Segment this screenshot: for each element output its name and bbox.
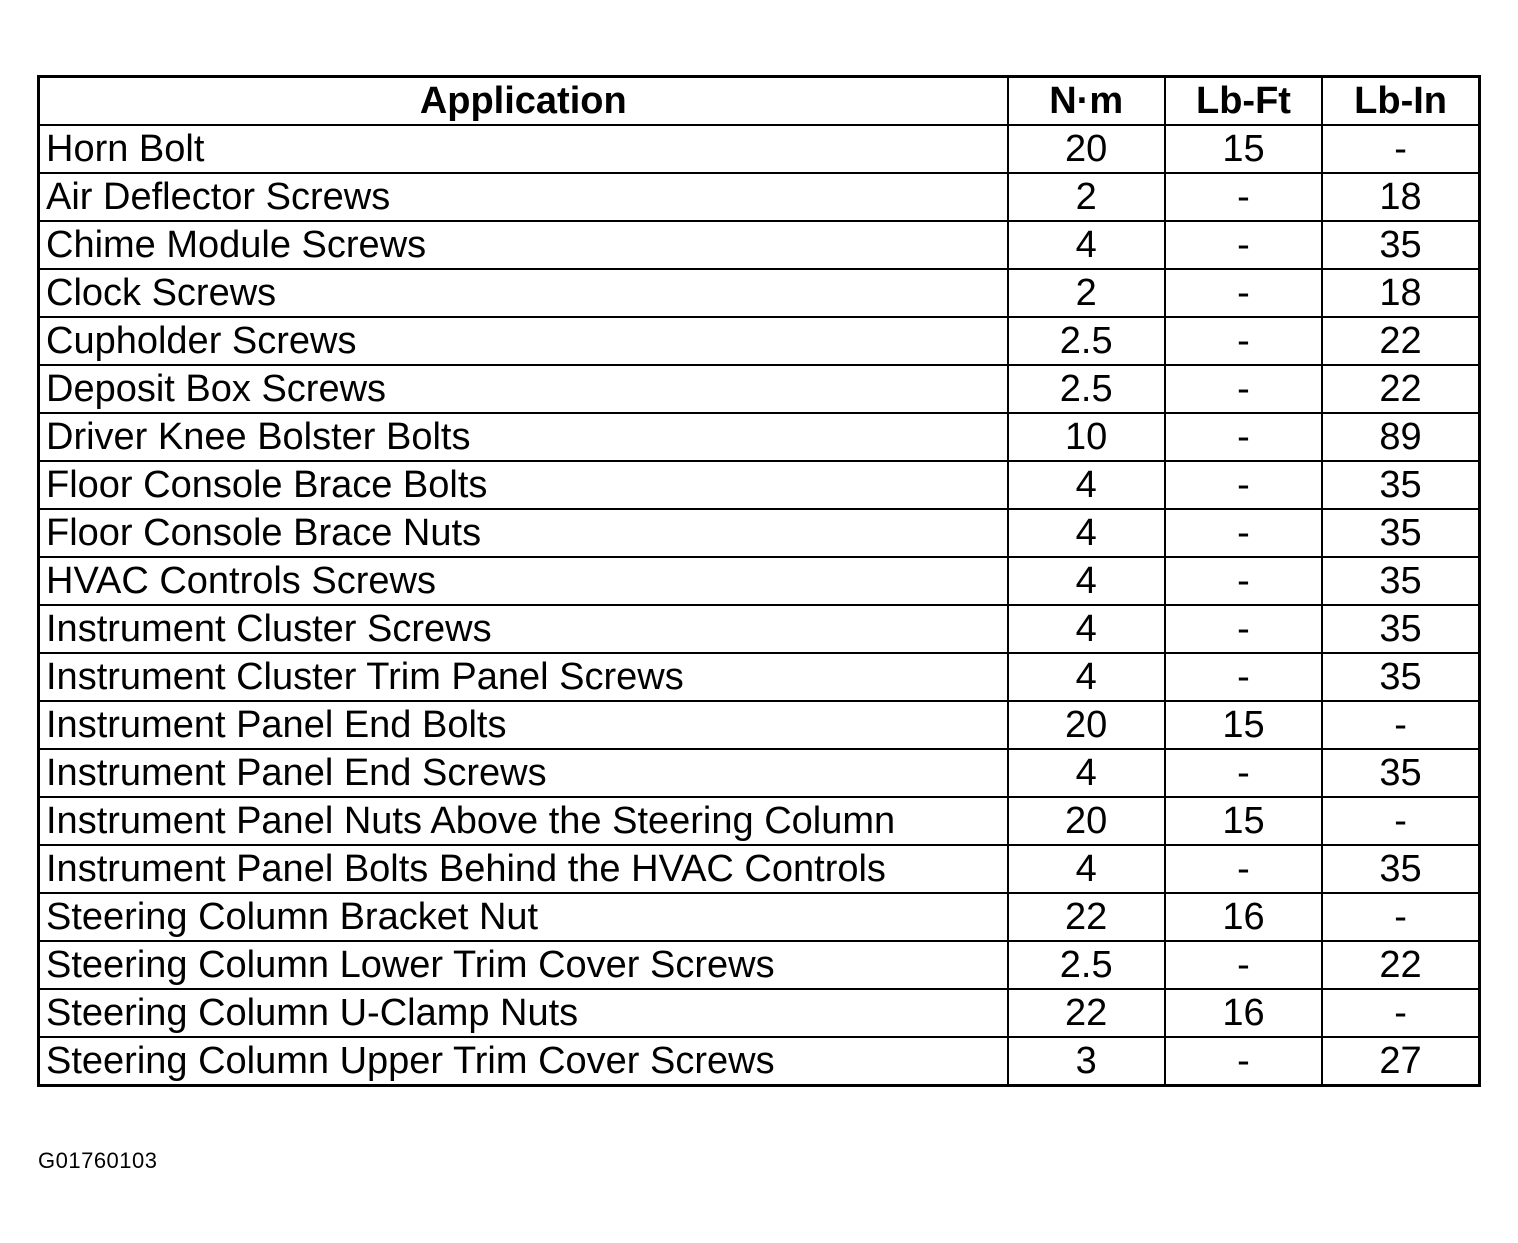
cell-nm: 2.5 (1008, 317, 1165, 365)
cell-lbft: - (1165, 461, 1322, 509)
cell-lbin: - (1322, 797, 1479, 845)
table-row (39, 701, 1480, 749)
cell-application: Steering Column Upper Trim Cover Screws (39, 1037, 1008, 1086)
cell-lbft: - (1165, 941, 1322, 989)
table-row (39, 317, 1480, 365)
cell-lbin: - (1322, 989, 1479, 1037)
cell-application: Floor Console Brace Nuts (39, 509, 1008, 557)
table-row (39, 749, 1480, 797)
table-row (39, 365, 1480, 413)
cell-application: Deposit Box Screws (39, 365, 1008, 413)
cell-nm: 2 (1008, 269, 1165, 317)
table-row (39, 893, 1480, 941)
cell-lbft: - (1165, 509, 1322, 557)
cell-lbin: 35 (1322, 749, 1479, 797)
cell-lbft: - (1165, 845, 1322, 893)
cell-application: Instrument Panel End Screws (39, 749, 1008, 797)
cell-nm: 4 (1008, 509, 1165, 557)
table-row (39, 221, 1480, 269)
cell-lbin: - (1322, 125, 1479, 173)
cell-lbin: 18 (1322, 269, 1479, 317)
cell-nm: 4 (1008, 221, 1165, 269)
cell-application: Horn Bolt (39, 125, 1008, 173)
cell-application: Steering Column Bracket Nut (39, 893, 1008, 941)
table-row (39, 845, 1480, 893)
cell-lbft: - (1165, 317, 1322, 365)
cell-nm: 20 (1008, 797, 1165, 845)
cell-nm: 22 (1008, 989, 1165, 1037)
cell-nm: 20 (1008, 125, 1165, 173)
table-body (39, 125, 1480, 1086)
cell-nm: 22 (1008, 893, 1165, 941)
header-nm: N·m (1008, 77, 1165, 126)
cell-lbin: - (1322, 893, 1479, 941)
table-row (39, 461, 1480, 509)
cell-lbin: 35 (1322, 845, 1479, 893)
cell-nm: 4 (1008, 461, 1165, 509)
cell-lbin: 22 (1322, 365, 1479, 413)
cell-application: HVAC Controls Screws (39, 557, 1008, 605)
table-row (39, 413, 1480, 461)
cell-lbft: 15 (1165, 797, 1322, 845)
cell-application: Air Deflector Screws (39, 173, 1008, 221)
cell-lbin: 89 (1322, 413, 1479, 461)
cell-lbin: 27 (1322, 1037, 1479, 1086)
figure-id-label: G01760103 (38, 1148, 158, 1173)
cell-nm: 4 (1008, 557, 1165, 605)
cell-application: Clock Screws (39, 269, 1008, 317)
cell-application: Steering Column Lower Trim Cover Screws (39, 941, 1008, 989)
cell-lbin: 35 (1322, 557, 1479, 605)
table-row (39, 125, 1480, 173)
table-row (39, 173, 1480, 221)
cell-nm: 3 (1008, 1037, 1165, 1086)
table-row (39, 941, 1480, 989)
cell-lbft: 15 (1165, 701, 1322, 749)
cell-lbin: 35 (1322, 509, 1479, 557)
cell-lbft: - (1165, 653, 1322, 701)
cell-nm: 4 (1008, 749, 1165, 797)
table-row (39, 509, 1480, 557)
cell-nm: 20 (1008, 701, 1165, 749)
cell-lbft: - (1165, 605, 1322, 653)
cell-lbft: 16 (1165, 989, 1322, 1037)
cell-application: Instrument Panel Nuts Above the Steering Column (39, 797, 1008, 845)
table-row (39, 269, 1480, 317)
cell-lbft: - (1165, 269, 1322, 317)
cell-lbin: 35 (1322, 221, 1479, 269)
table-row (39, 1037, 1480, 1086)
cell-lbft: - (1165, 557, 1322, 605)
cell-application: Instrument Cluster Screws (39, 605, 1008, 653)
cell-lbin: 22 (1322, 941, 1479, 989)
cell-application: Instrument Panel End Bolts (39, 701, 1008, 749)
cell-lbin: - (1322, 701, 1479, 749)
table-row (39, 989, 1480, 1037)
cell-lbin: 22 (1322, 317, 1479, 365)
cell-nm: 4 (1008, 605, 1165, 653)
cell-application: Instrument Panel Bolts Behind the HVAC Controls (39, 845, 1008, 893)
cell-application: Driver Knee Bolster Bolts (39, 413, 1008, 461)
table-row (39, 557, 1480, 605)
cell-lbin: 18 (1322, 173, 1479, 221)
table-row (39, 605, 1480, 653)
cell-lbft: 16 (1165, 893, 1322, 941)
header-application: Application (39, 77, 1008, 126)
cell-lbft: - (1165, 749, 1322, 797)
cell-lbin: 35 (1322, 653, 1479, 701)
cell-nm: 10 (1008, 413, 1165, 461)
cell-lbft: - (1165, 221, 1322, 269)
cell-lbin: 35 (1322, 605, 1479, 653)
cell-lbft: 15 (1165, 125, 1322, 173)
cell-application: Instrument Cluster Trim Panel Screws (39, 653, 1008, 701)
cell-nm: 2.5 (1008, 941, 1165, 989)
cell-nm: 4 (1008, 653, 1165, 701)
cell-application: Floor Console Brace Bolts (39, 461, 1008, 509)
cell-lbft: - (1165, 413, 1322, 461)
table-row (39, 653, 1480, 701)
table-header (39, 77, 1480, 126)
cell-nm: 2 (1008, 173, 1165, 221)
cell-lbin: 35 (1322, 461, 1479, 509)
torque-spec-table (37, 75, 1481, 1087)
cell-lbft: - (1165, 173, 1322, 221)
header-lbin: Lb-In (1322, 77, 1479, 126)
header-lbft: Lb-Ft (1165, 77, 1322, 126)
cell-application: Cupholder Screws (39, 317, 1008, 365)
cell-nm: 4 (1008, 845, 1165, 893)
header-row (39, 77, 1480, 126)
cell-lbft: - (1165, 365, 1322, 413)
cell-application: Chime Module Screws (39, 221, 1008, 269)
cell-nm: 2.5 (1008, 365, 1165, 413)
cell-lbft: - (1165, 1037, 1322, 1086)
cell-application: Steering Column U-Clamp Nuts (39, 989, 1008, 1037)
table-row (39, 797, 1480, 845)
